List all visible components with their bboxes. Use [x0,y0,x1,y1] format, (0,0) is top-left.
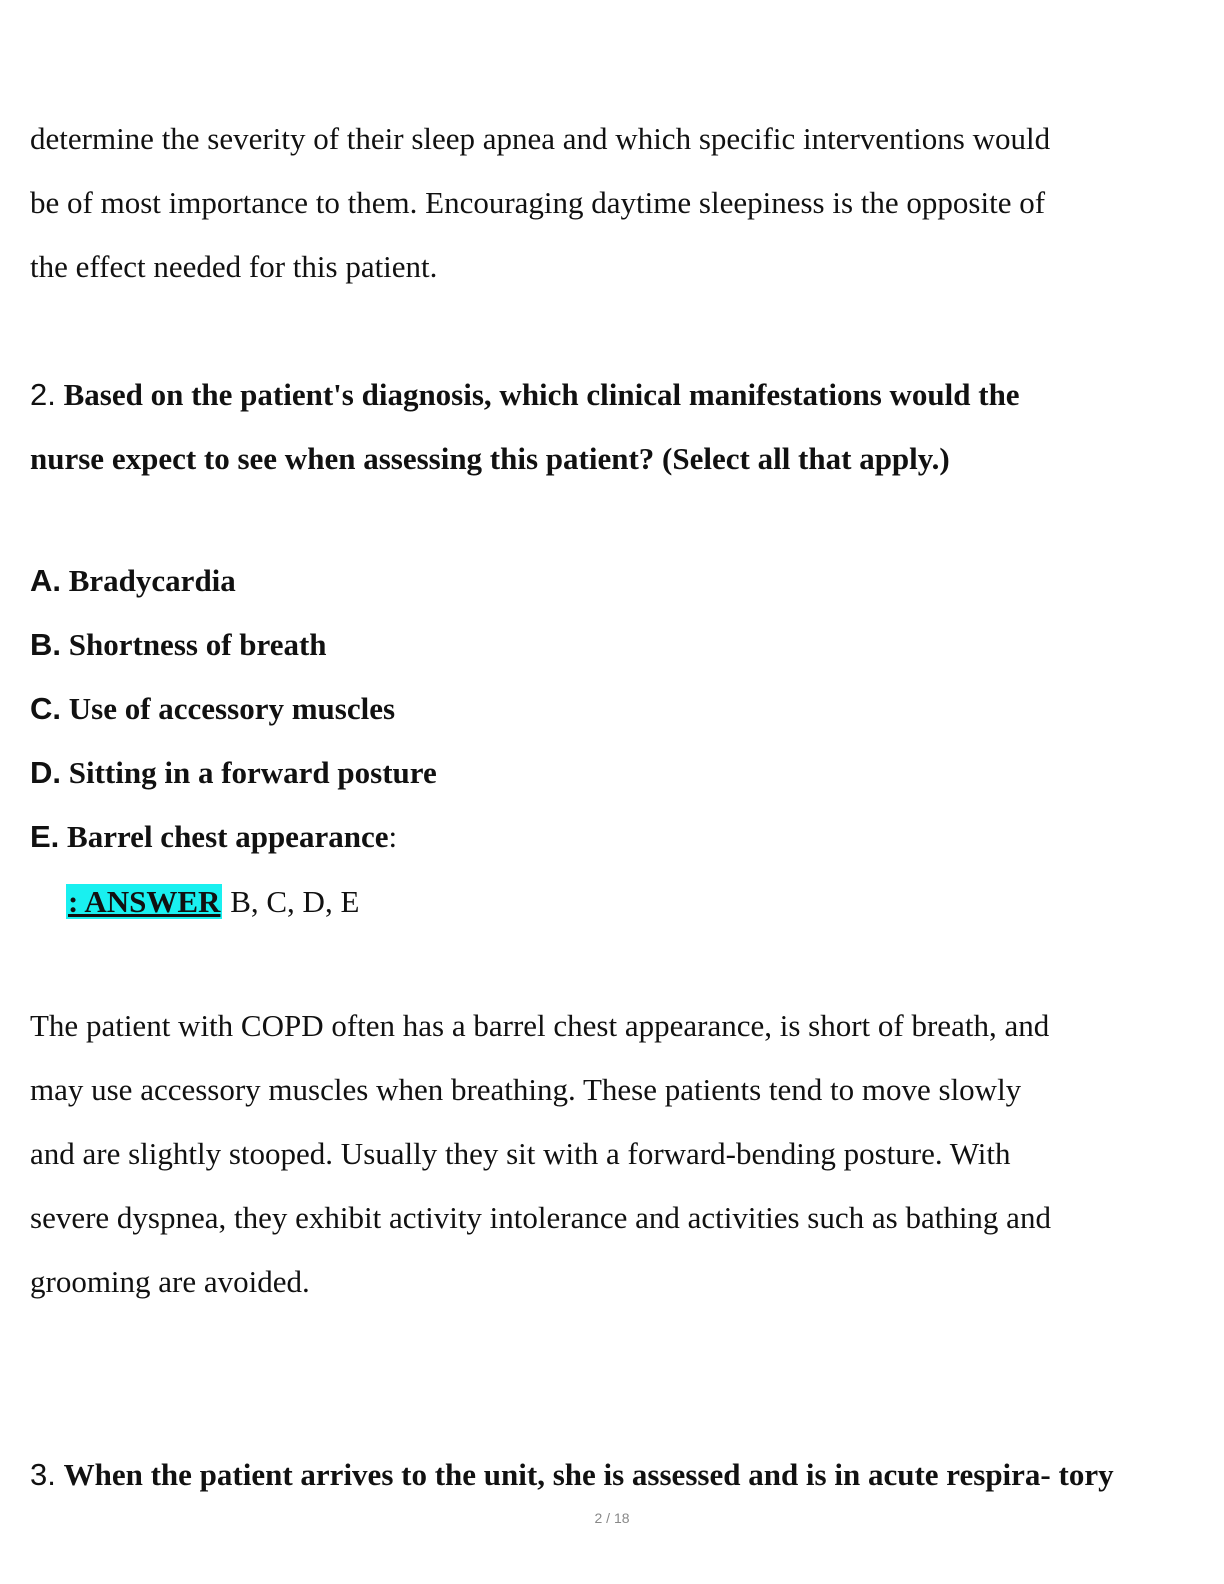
page-indicator: 2 / 18 [594,1510,630,1526]
question-3-number: 3. [30,1457,56,1492]
option-text: Shortness of breath [68,627,327,662]
question-2-line-1 [30,375,1020,415]
option-letter: A. [30,563,61,598]
answer-value: B, C, D, E [222,884,360,919]
question-2-text-line-1: Based on the patient's diagnosis, which clinical manifestations would the [63,377,1020,412]
option-letter: B. [30,627,61,662]
rationale-line-1: The patient with COPD often has a barrel chest appearance, is short of breath, and [30,1008,1050,1043]
answer-label: : ANSWER [68,884,221,919]
option-a [30,561,236,601]
rationale-line-3: and are slightly stooped. Usually they sit with a forward-bending posture. With [30,1136,1011,1171]
option-c [30,689,395,729]
answer-line [66,882,359,922]
rationale-line-4: severe dyspnea, they exhibit activity intolerance and activities such as bathing and [30,1200,1051,1235]
option-text: Use of accessory muscles [68,691,396,726]
option-text: Barrel chest appearance [67,819,389,854]
intro-line-2: be of most importance to them. Encouraging daytime sleepiness is the opposite of [30,185,1046,220]
question-3-text: When the patient arrives to the unit, she is assessed and is in acute respira- tory [63,1457,1114,1492]
option-e [30,817,397,857]
intro-line-1: determine the severity of their sleep apnea and which specific interventions would [30,121,1051,156]
option-letter: D. [30,755,61,790]
option-text: Bradycardia [68,563,236,598]
question-3-line-1 [30,1455,1114,1495]
rationale-line-5: grooming are avoided. [30,1264,310,1299]
option-text: Sitting in a forward posture [68,755,437,790]
option-b [30,625,327,665]
option-letter: C. [30,691,61,726]
question-2-text-line-2: nurse expect to see when assessing this patient? (Select all that apply.) [30,441,950,476]
option-letter: E. [30,819,60,854]
option-d [30,753,437,793]
option-suffix: : [388,819,398,854]
intro-line-3: the effect needed for this patient. [30,249,438,284]
rationale-line-2: may use accessory muscles when breathing. These patients tend to move slowly [30,1072,1022,1107]
question-2-number: 2. [30,377,56,412]
